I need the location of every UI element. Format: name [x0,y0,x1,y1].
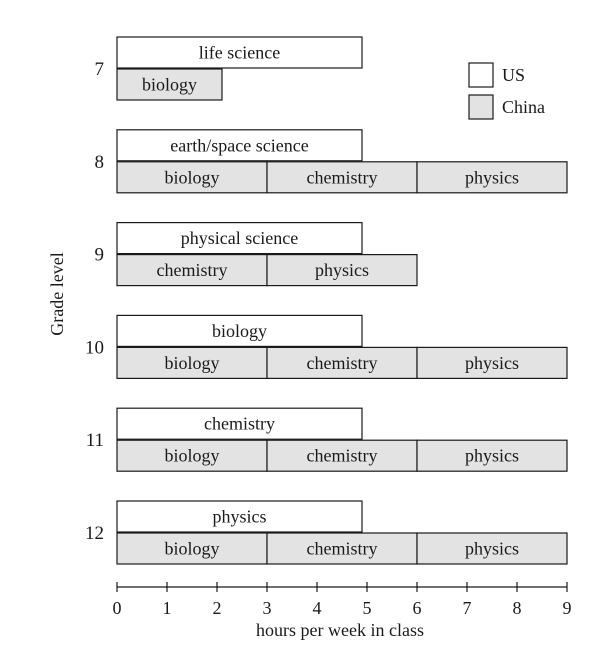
us-bar-label: physics [212,506,267,527]
x-axis [113,582,572,618]
china-bar-label: chemistry [306,538,378,559]
grade-label: 8 [94,151,104,173]
china-bar-label: biology [164,352,220,373]
x-tick-label: 0 [112,598,122,618]
legend-label-china: China [502,97,545,117]
x-tick-label: 5 [362,598,372,618]
china-bar-label: biology [164,167,220,188]
grade-groups [85,37,567,564]
x-tick-label: 1 [162,598,172,618]
x-tick-label: 9 [562,598,572,618]
grade-label: 10 [85,337,104,359]
us-bar-label: life science [198,42,281,63]
us-bar-label: biology [211,320,268,341]
china-bar-label: biology [141,74,198,95]
legend-swatch-us [469,63,493,87]
grade-12-group [85,501,567,564]
us-bar-label: earth/space science [170,135,309,156]
china-bar-label: physics [465,352,519,373]
grade-7-group [95,37,363,100]
china-bar-label: physics [465,538,519,559]
legend-swatch-china [469,95,493,119]
china-bar-label: biology [164,445,220,466]
china-bar-label: chemistry [306,167,378,188]
x-tick-label: 4 [312,598,322,618]
china-bar-label: physics [465,445,519,466]
china-bar-label: physics [315,260,369,281]
grade-9-group [95,223,418,286]
x-tick-label: 2 [212,598,222,618]
y-axis-title: Grade level [47,252,67,336]
china-bar-label: physics [465,167,519,188]
x-tick-label: 3 [262,598,272,618]
grade-label: 11 [85,430,104,452]
us-bar-label: physical science [180,228,299,249]
legend [469,63,545,119]
china-bar-label: chemistry [156,260,228,281]
x-tick-label: 6 [412,598,422,618]
grade-10-group [85,315,567,378]
china-bar-label: chemistry [306,445,378,466]
grade-label: 7 [94,59,104,80]
grade-11-group [86,408,567,471]
grade-8-group [95,130,568,193]
x-axis-title: hours per week in class [256,620,424,640]
china-bar-label: chemistry [306,352,378,373]
x-tick-label: 7 [462,598,472,618]
china-bar-label: biology [164,538,220,559]
legend-label-us: US [502,65,526,85]
grade-label: 9 [94,244,104,266]
x-tick-label: 8 [512,598,522,618]
us-bar-label: chemistry [204,413,275,434]
grade-label: 12 [85,523,104,544]
